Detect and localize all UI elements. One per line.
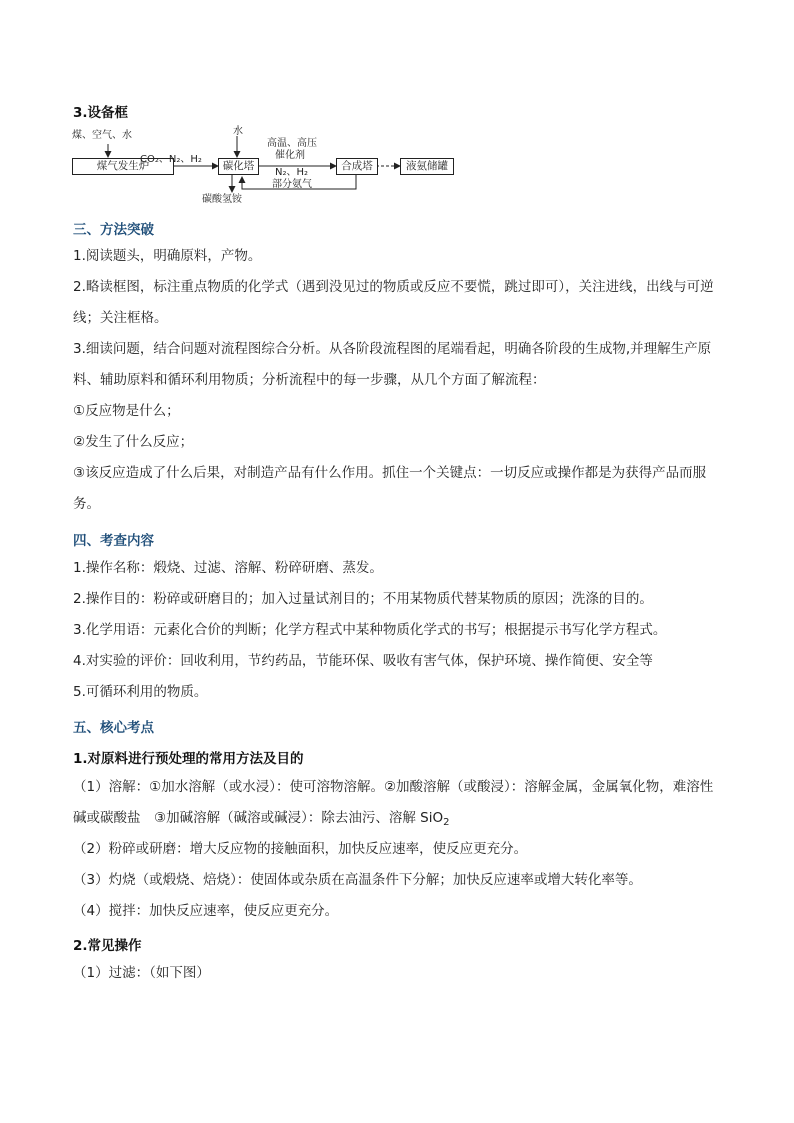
methods-item-2: 2.略读框图，标注重点物质的化学式（遇到没见过的物质或反应不要慌，跳过即可），关注进线，出线与可逆线；关注框格。 — [73, 279, 714, 326]
content-item-4: 4.对实验的评价：回收利用，节约药品，节能环保、吸收有害气体，保护环境、操作简便、安全等 — [73, 653, 653, 669]
core-item-4: （4）搅拌：加快反应速率，使反应更充分。 — [73, 903, 339, 919]
label-recycle: 部分氨气 — [272, 179, 312, 190]
box-gas-furnace: 煤气发生炉 — [72, 158, 174, 175]
label-gases: CO₂、N₂、H₂ — [140, 154, 202, 165]
methods-item-6: ③该反应造成了什么后果，对制造产品有什么作用。抓住一个关键点：一切反应或操作都是为获得产品而服务。 — [73, 465, 707, 512]
label-conditions: 高温、高压 — [267, 138, 317, 149]
core-sub2-item-1: （1）过滤：（如下图） — [73, 965, 210, 981]
content-item-3: 3.化学用语：元素化合价的判断；化学方程式中某种物质化学式的书写；根据提示书写化学方程式。 — [73, 622, 667, 638]
core-subtitle-1: 1.对原料进行预处理的常用方法及目的 — [73, 751, 304, 767]
section-title-equipment: 3.设备框 — [73, 105, 129, 121]
section-title-methods: 三、方法突破 — [73, 222, 154, 238]
core-item-2: （2）粉碎或研磨：增大反应物的接触面积，加快反应速率，使反应更充分。 — [73, 841, 528, 857]
box-carbonization-tower: 碳化塔 — [218, 158, 259, 175]
content-item-1: 1.操作名称：煅烧、过滤、溶解、粉碎研磨、蒸发。 — [73, 560, 383, 576]
section-title-core: 五、核心考点 — [73, 720, 154, 736]
label-water: 水 — [233, 126, 243, 137]
label-product: 碳酸氢铵 — [202, 194, 242, 205]
core-item-1-text: （1）溶解：①加水溶解（或水浸）：使可溶物溶解。②加酸溶解（或酸浸）：溶解金属，金属氧化物，难溶性碱或碳酸盐 ③加碱溶解（碱溶或碱浸）：除去油污、溶解 SiO — [73, 779, 714, 826]
core-subtitle-2: 2.常见操作 — [73, 938, 142, 954]
methods-item-4: ①反应物是什么； — [73, 403, 180, 419]
core-item-3: （3）灼烧（或煅烧、焙烧）：使固体或杂质在高温条件下分解；加快反应速率或增大转化率等。 — [73, 872, 642, 888]
methods-item-5: ②发生了什么反应； — [73, 434, 194, 450]
section-title-content: 四、考查内容 — [73, 533, 154, 549]
core-item-1 — [73, 772, 723, 838]
box-synthesis-tower: 合成塔 — [336, 158, 378, 175]
label-inputs: 煤、空气、水 — [72, 130, 132, 141]
label-n2h2: N₂、H₂ — [275, 167, 309, 178]
process-flow-diagram — [60, 126, 460, 208]
box-ammonia-tank: 液氨储罐 — [400, 158, 454, 175]
content-item-5: 5.可循环利用的物质。 — [73, 684, 208, 700]
methods-item-3: 3.细读问题，结合问题对流程图综合分析。从各阶段流程图的尾端看起，明确各阶段的生成物,并理解生产原料、辅助原料和循环利用物质；分析流程中的每一步骤，从几个方面了解流程： — [73, 341, 712, 388]
core-item-1-subscript: 2 — [443, 817, 450, 828]
methods-item-1: 1.阅读题头，明确原料，产物。 — [73, 248, 262, 264]
label-catalyst: 催化剂 — [275, 150, 305, 161]
content-item-2: 2.操作目的：粉碎或研磨目的；加入过量试剂目的；不用某物质代替某物质的原因；洗涤的目的。 — [73, 591, 653, 607]
